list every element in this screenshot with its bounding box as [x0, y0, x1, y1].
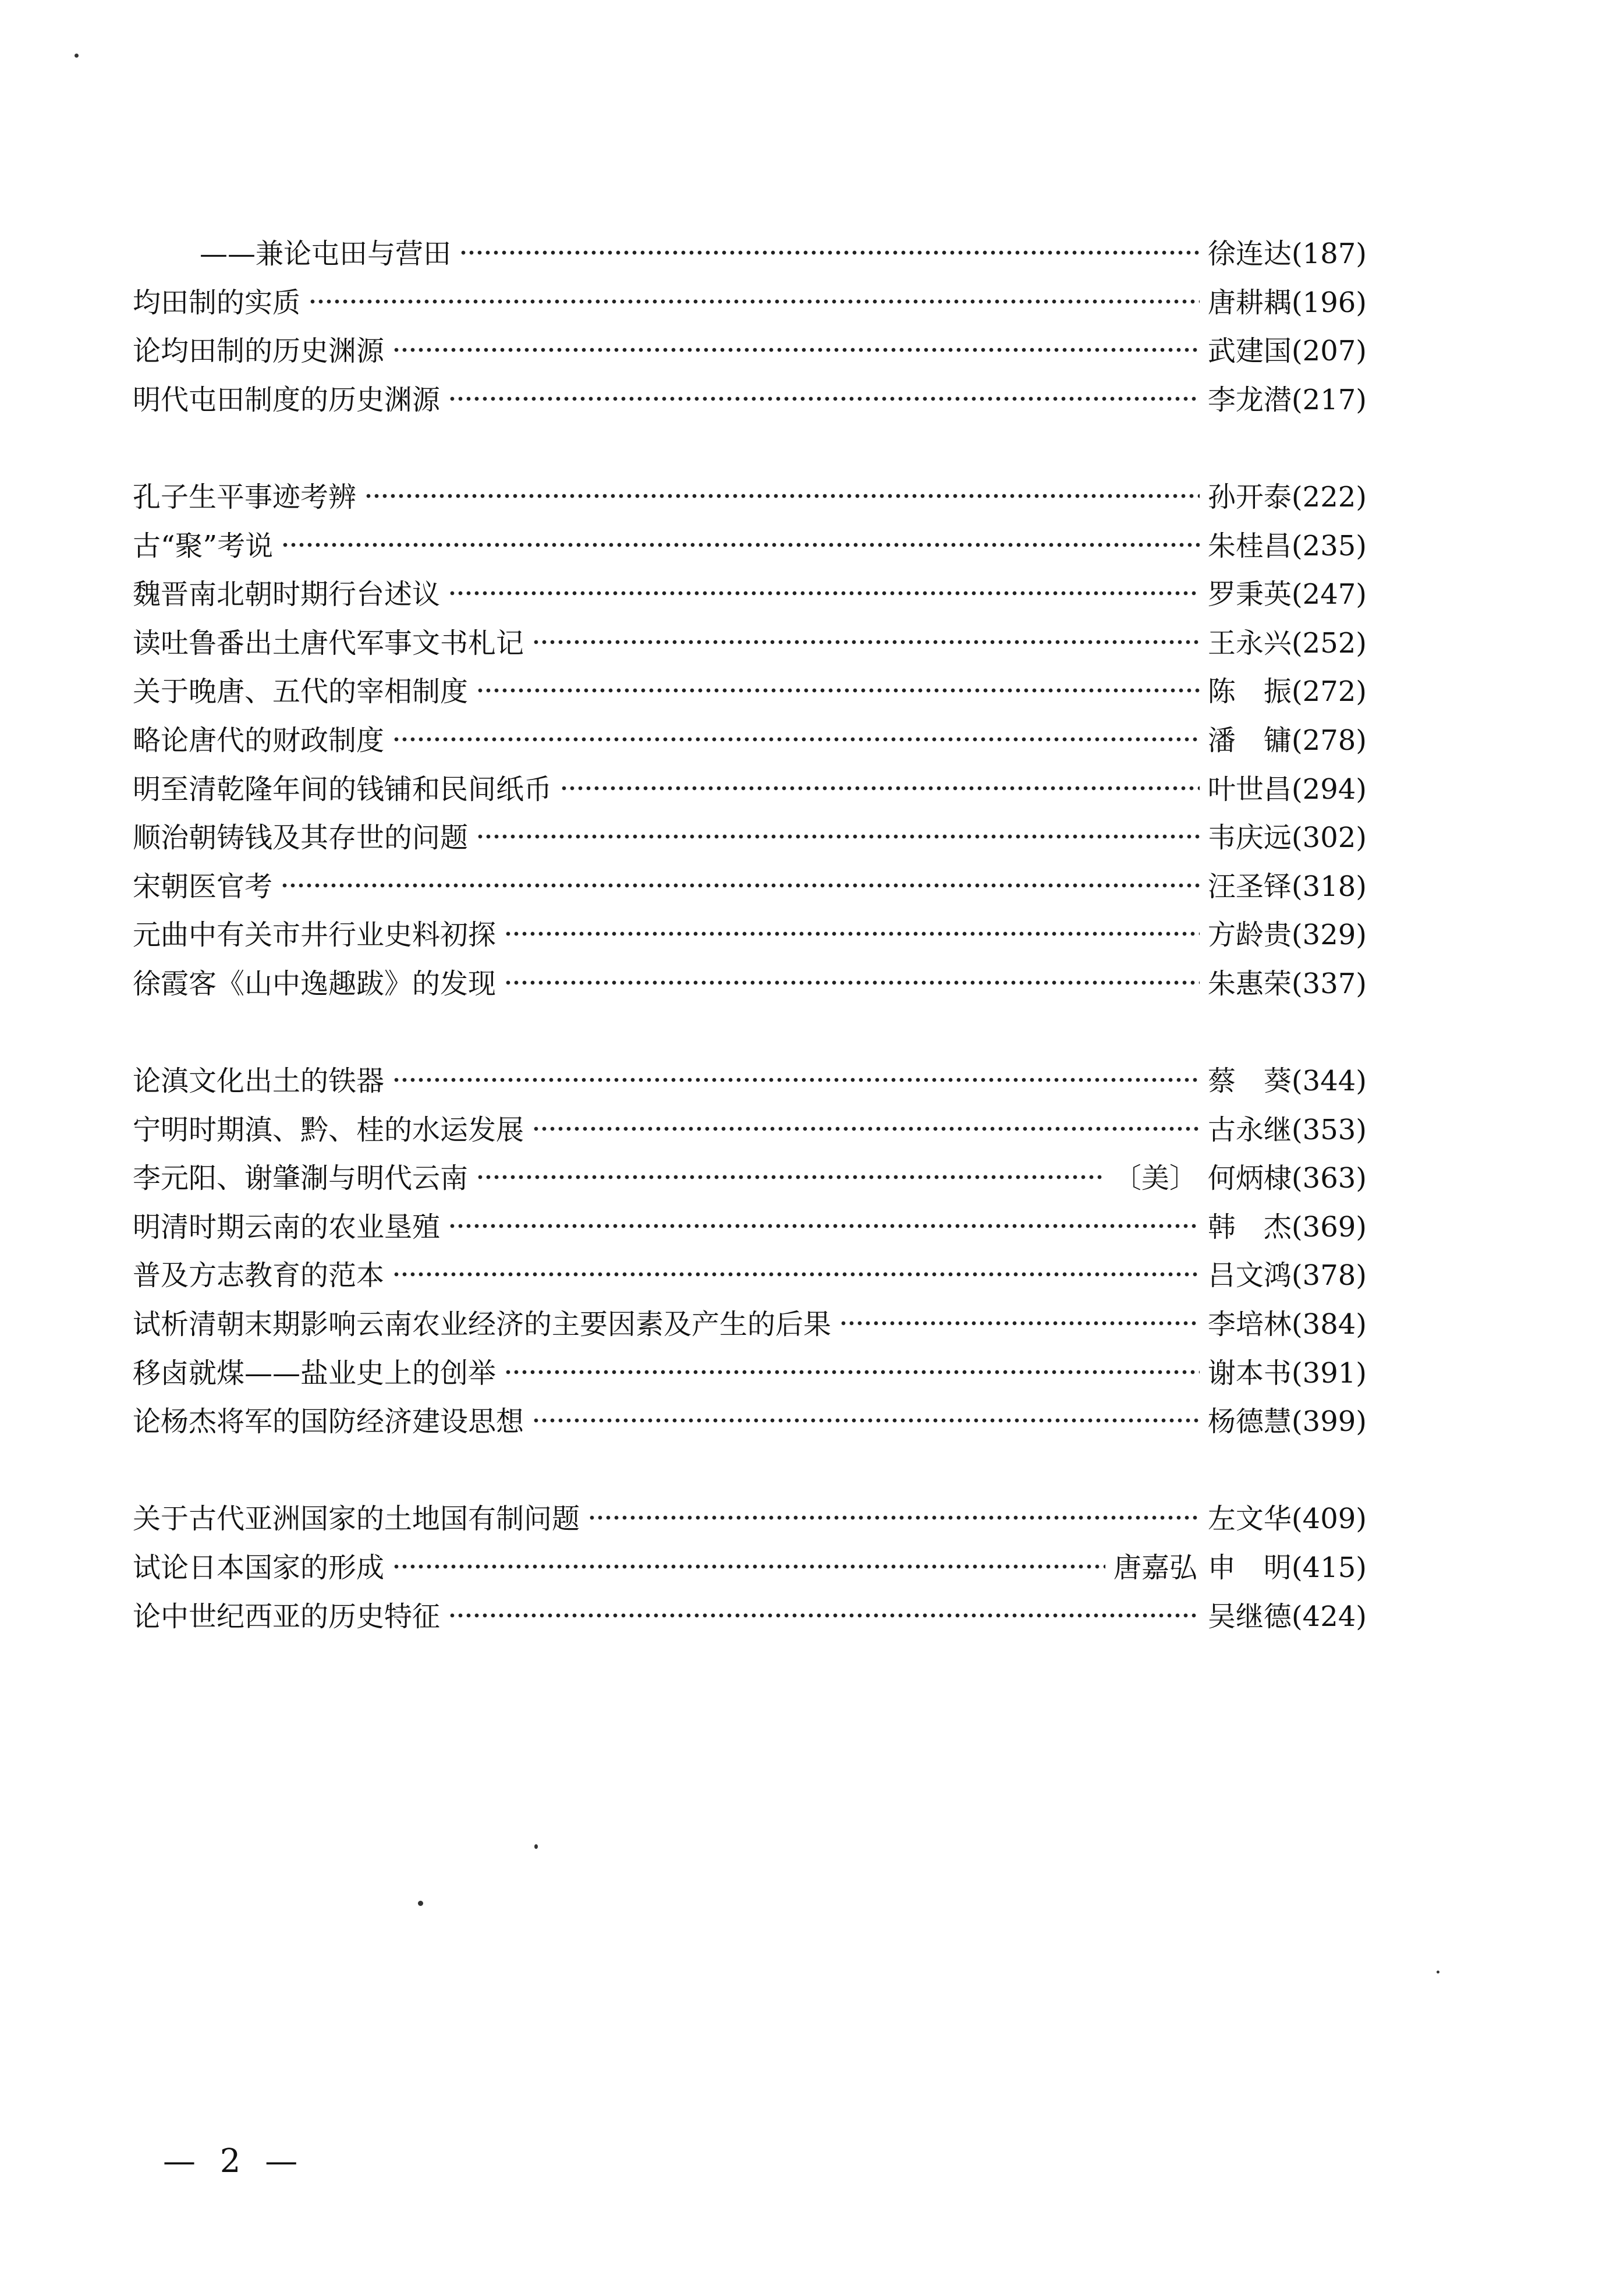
scan-speck — [1437, 1971, 1439, 1973]
toc-entry-title: 宁明时期滇、黔、桂的水运发展 — [133, 1113, 524, 1146]
toc-entry-author-page: 左文华(409) — [1207, 1503, 1367, 1536]
dot-leader — [392, 736, 1200, 743]
dot-leader — [476, 1174, 1105, 1181]
toc-entry-title: 孔子生平事迹考辨 — [133, 480, 357, 513]
toc-entry[interactable] — [133, 766, 1367, 814]
toc-entry[interactable] — [133, 1106, 1367, 1155]
toc-entry-author-page: 蔡 葵(344) — [1207, 1065, 1367, 1098]
dot-leader — [281, 882, 1200, 889]
toc-entry-author-page: 王永兴(252) — [1207, 626, 1367, 660]
toc-entry-title: 读吐鲁番出土唐代军事文书札记 — [133, 626, 524, 660]
scan-speck — [534, 1844, 538, 1849]
toc-entry-title: 明清时期云南的农业垦殖 — [133, 1210, 441, 1243]
toc-entry[interactable] — [133, 1057, 1367, 1106]
dot-leader — [588, 1514, 1200, 1521]
toc-entry-title: 论均田制的历史渊源 — [133, 335, 385, 368]
toc-entry-title: 李元阳、谢肇淛与明代云南 — [133, 1162, 469, 1195]
toc-entry-author-page: 吴继德(424) — [1207, 1600, 1367, 1633]
dot-leader — [308, 298, 1200, 305]
toc-entry-title: 宋朝医官考 — [133, 870, 273, 903]
toc-entry[interactable] — [133, 571, 1367, 619]
toc-entry[interactable] — [133, 814, 1367, 863]
dot-leader — [504, 930, 1200, 937]
toc-entry[interactable] — [133, 473, 1367, 522]
dot-leader — [560, 785, 1200, 792]
toc-entry-title: 论滇文化出土的铁器 — [133, 1065, 385, 1098]
toc-entry[interactable] — [133, 1154, 1367, 1203]
group-separator — [133, 1009, 1367, 1058]
toc-entry-author-page: 朱惠荣(337) — [1207, 967, 1367, 1000]
toc-entry-title: 均田制的实质 — [133, 286, 301, 319]
dot-leader — [459, 249, 1200, 256]
dot-leader — [392, 1271, 1200, 1278]
toc-group — [133, 230, 1367, 424]
toc-entry-author-page: 韦庆远(302) — [1207, 821, 1367, 855]
toc-entry-title: 移卤就煤——盐业史上的创举 — [133, 1356, 497, 1390]
toc-entry-title: 论杨杰将军的国防经济建设思想 — [133, 1405, 524, 1438]
toc-entry-author-page: 徐连达(187) — [1207, 238, 1367, 270]
toc-entry-author-page: 方龄贵(329) — [1207, 919, 1367, 952]
dot-leader — [392, 346, 1200, 353]
toc-entry-author-page: 李龙潜(217) — [1207, 383, 1367, 416]
toc-entry[interactable] — [133, 279, 1367, 328]
dot-leader — [532, 1417, 1200, 1424]
toc-entry-author-page: 汪圣铎(318) — [1207, 870, 1367, 903]
toc-entry[interactable] — [133, 376, 1367, 425]
toc-entry[interactable] — [133, 1252, 1367, 1301]
toc-entry-title: 顺治朝铸钱及其存世的问题 — [133, 821, 469, 855]
group-separator — [133, 424, 1367, 473]
toc-entry[interactable] — [133, 327, 1367, 376]
toc-entry[interactable] — [133, 230, 1367, 279]
toc-entry[interactable] — [133, 1203, 1367, 1252]
toc-entry-author-page: 陈 振(272) — [1207, 675, 1367, 708]
toc-group — [133, 1057, 1367, 1447]
toc-entry-author-page: 何炳棣(363) — [1207, 1162, 1367, 1195]
scan-speck — [75, 54, 79, 58]
dot-leader — [839, 1320, 1200, 1327]
dot-leader — [476, 833, 1200, 840]
toc-entry-author-page: 唐耕耦(196) — [1207, 286, 1367, 319]
toc-entry-title: ——兼论屯田与营田 — [200, 238, 452, 270]
toc-entry-title: 明代屯田制度的历史渊源 — [133, 383, 441, 416]
toc-entry-title: 关于晚唐、五代的宰相制度 — [133, 675, 469, 708]
group-separator — [133, 1447, 1367, 1496]
toc-entry-author-prefix: 〔美〕 — [1113, 1162, 1197, 1195]
toc-entry-author-page: 朱桂昌(235) — [1207, 529, 1367, 562]
toc-entry-title: 明至清乾隆年间的钱铺和民间纸币 — [133, 773, 552, 806]
toc-group — [133, 1495, 1367, 1641]
table-of-contents — [133, 230, 1367, 1641]
dot-leader — [281, 541, 1200, 548]
toc-entry[interactable] — [133, 1495, 1367, 1544]
dot-leader — [448, 1223, 1200, 1230]
dot-leader — [448, 1612, 1200, 1619]
toc-entry-title: 普及方志教育的范本 — [133, 1259, 385, 1292]
toc-entry-title: 试析清朝末期影响云南农业经济的主要因素及产生的后果 — [133, 1308, 832, 1341]
toc-entry-author-page: 吕文鸿(378) — [1207, 1259, 1367, 1292]
scan-speck — [418, 1901, 423, 1906]
toc-entry[interactable] — [133, 1593, 1367, 1642]
page-number: — 2 — — [163, 2142, 305, 2180]
toc-entry-author-page: 申 明(415) — [1207, 1551, 1367, 1585]
dot-leader — [476, 687, 1200, 694]
dot-leader — [532, 639, 1200, 646]
toc-entry[interactable] — [133, 717, 1367, 766]
dot-leader — [448, 395, 1200, 402]
toc-entry[interactable] — [133, 960, 1367, 1009]
dot-leader — [504, 1369, 1200, 1376]
dot-leader — [392, 1563, 1105, 1570]
toc-entry[interactable] — [133, 1349, 1367, 1398]
toc-entry-author-page: 潘 镛(278) — [1207, 724, 1367, 757]
toc-entry-author-page: 韩 杰(369) — [1207, 1210, 1367, 1243]
toc-entry[interactable] — [133, 1301, 1367, 1349]
toc-entry-title: 魏晋南北朝时期行台述议 — [133, 578, 441, 611]
dot-leader — [392, 1076, 1200, 1083]
toc-entry-author-page: 叶世昌(294) — [1207, 773, 1367, 806]
dot-leader — [448, 590, 1200, 597]
toc-entry-title: 元曲中有关市井行业史料初探 — [133, 919, 497, 952]
toc-entry[interactable] — [133, 668, 1367, 717]
toc-entry-author-prefix: 唐嘉弘 — [1113, 1551, 1197, 1585]
toc-entry-title: 关于古代亚洲国家的土地国有制问题 — [133, 1503, 580, 1536]
dot-leader — [504, 979, 1200, 986]
toc-entry-author-page: 杨德慧(399) — [1207, 1405, 1367, 1438]
toc-entry-author-page: 李培林(384) — [1207, 1308, 1367, 1341]
toc-entry-author-page: 罗秉英(247) — [1207, 578, 1367, 611]
toc-entry[interactable] — [133, 863, 1367, 912]
toc-entry[interactable] — [133, 1544, 1367, 1593]
dot-leader — [364, 492, 1200, 499]
toc-entry-title: 论中世纪西亚的历史特征 — [133, 1600, 441, 1633]
toc-group — [133, 473, 1367, 1009]
toc-entry-title: 试论日本国家的形成 — [133, 1551, 385, 1585]
toc-entry[interactable] — [133, 619, 1367, 668]
toc-entry-author-page: 武建国(207) — [1207, 335, 1367, 368]
toc-entry[interactable] — [133, 1398, 1367, 1447]
toc-entry-author-page: 孙开泰(222) — [1207, 480, 1367, 513]
toc-entry-author-page: 谢本书(391) — [1207, 1356, 1367, 1390]
toc-entry[interactable] — [133, 911, 1367, 960]
toc-entry[interactable] — [133, 522, 1367, 571]
toc-entry-title: 略论唐代的财政制度 — [133, 724, 385, 757]
toc-entry-author-page: 古永继(353) — [1207, 1113, 1367, 1146]
toc-entry-title: 古“聚”考说 — [133, 529, 274, 562]
toc-entry-title: 徐霞客《山中逸趣跋》的发现 — [133, 967, 497, 1000]
dot-leader — [532, 1125, 1200, 1132]
